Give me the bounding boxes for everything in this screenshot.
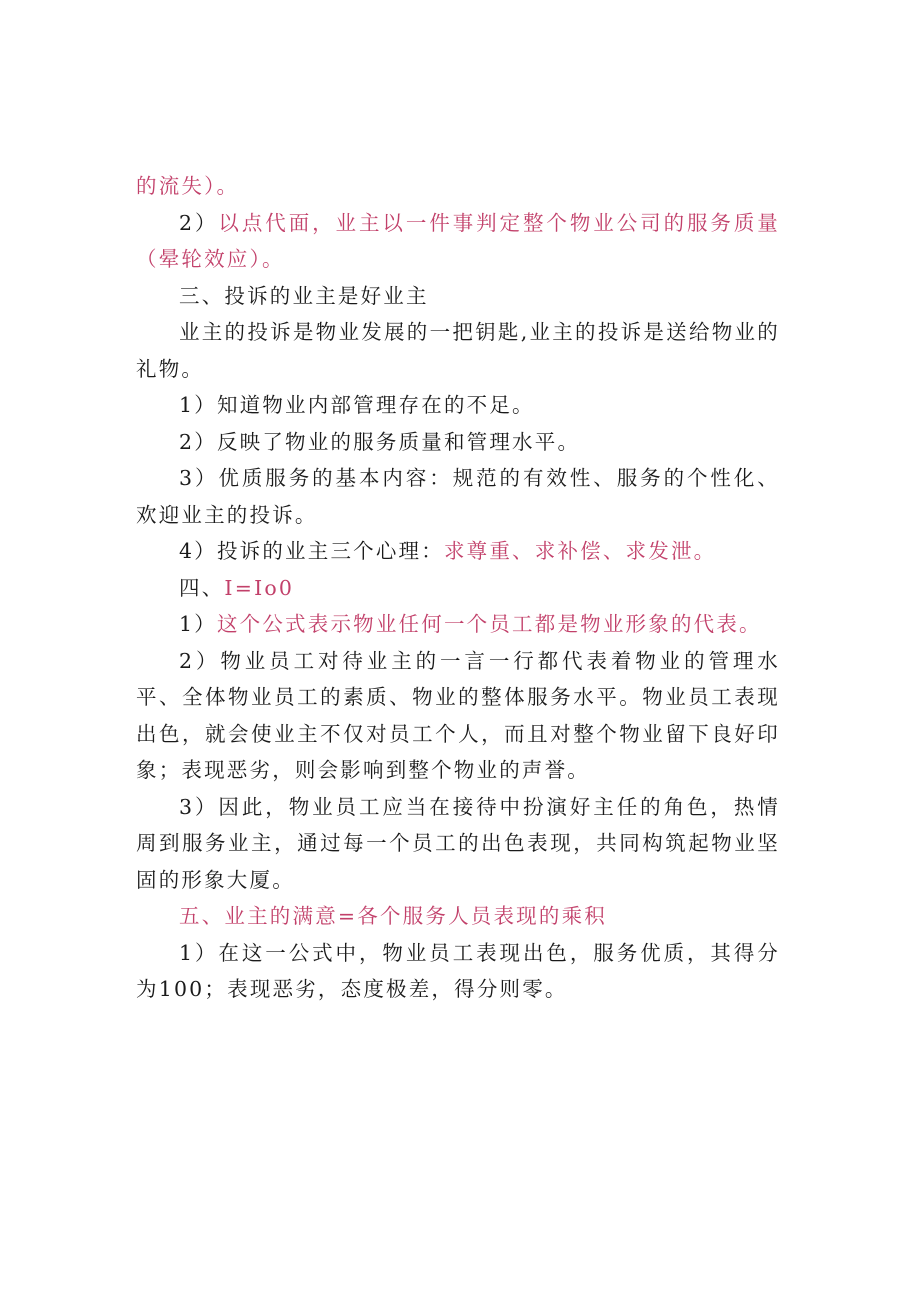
section-heading-4: [136, 570, 780, 607]
paragraph-8-text-2: 求尊重、求补偿、求发泄。: [443, 539, 717, 563]
paragraph-10-text-1: 1）: [179, 612, 217, 636]
paragraph-11: [136, 643, 780, 789]
paragraph-10: [136, 606, 780, 643]
paragraph-12-text-1: 3）因此，物业员工应当在接待中扮演好主任的角色，热情周到服务业主，通过每一个员工的出色表现，共同构筑起物业坚固的形象大厦。: [136, 794, 780, 892]
paragraph-11-text-1: 2）物业员工对待业主的一言一行都代表着物业的管理水平、全体物业员工的素质、物业的整体服务水平。物业员工表现出色，就会使业主不仅对员工个人，而且对整个物业留下良好印象；表现恶劣，则会影响到整个物业的声誉。: [136, 648, 780, 782]
section-heading-5: [136, 898, 780, 935]
document-body: [136, 168, 780, 1008]
paragraph-1-text-1: 的流失）。: [136, 174, 240, 198]
section-heading-3-text: 三、投诉的业主是好业主: [179, 283, 429, 308]
paragraph-8: [136, 533, 780, 570]
paragraph-14: [136, 935, 780, 1008]
paragraph-6-text-1: 2）反映了物业的服务质量和管理水平。: [179, 429, 581, 454]
paragraph-7: [136, 460, 780, 533]
paragraph-4-text-1: 业主的投诉是物业发展的一把钥匙,业主的投诉是送给物业的礼物。: [136, 320, 780, 381]
paragraph-10-text-2: 这个公式表示物业任何一个员工都是物业形象的代表。: [216, 612, 762, 636]
paragraph-2-text-1: 2）: [179, 210, 219, 235]
paragraph-4: [136, 314, 780, 387]
section-heading-3: [136, 278, 780, 315]
paragraph-5-text-1: 1）知道物业内部管理存在的不足。: [179, 393, 535, 417]
section-heading-4-text-2: I=Io0: [224, 575, 295, 600]
paragraph-2-text-2: 以点代面，业主以一件事判定整个物业公司的服务质量（晕轮效应）。: [136, 210, 780, 271]
paragraph-14-text-1: 1）在这一公式中，物业员工表现出色，服务优质，其得分为100；表现恶劣，态度极差，得分则零。: [136, 940, 780, 1001]
paragraph-2: [136, 205, 780, 278]
section-heading-4-text-1: 四、: [179, 575, 225, 600]
section-heading-5-text: 五、业主的满意=各个服务人员表现的乘积: [179, 904, 607, 928]
paragraph-6: [136, 424, 780, 461]
paragraph-1: [136, 168, 780, 205]
paragraph-5: [136, 387, 780, 424]
paragraph-8-text-1: 4）投诉的业主三个心理：: [179, 539, 444, 563]
paragraph-12: [136, 789, 780, 899]
paragraph-7-text-1: 3）优质服务的基本内容：规范的有效性、服务的个性化、欢迎业主的投诉。: [136, 466, 780, 527]
